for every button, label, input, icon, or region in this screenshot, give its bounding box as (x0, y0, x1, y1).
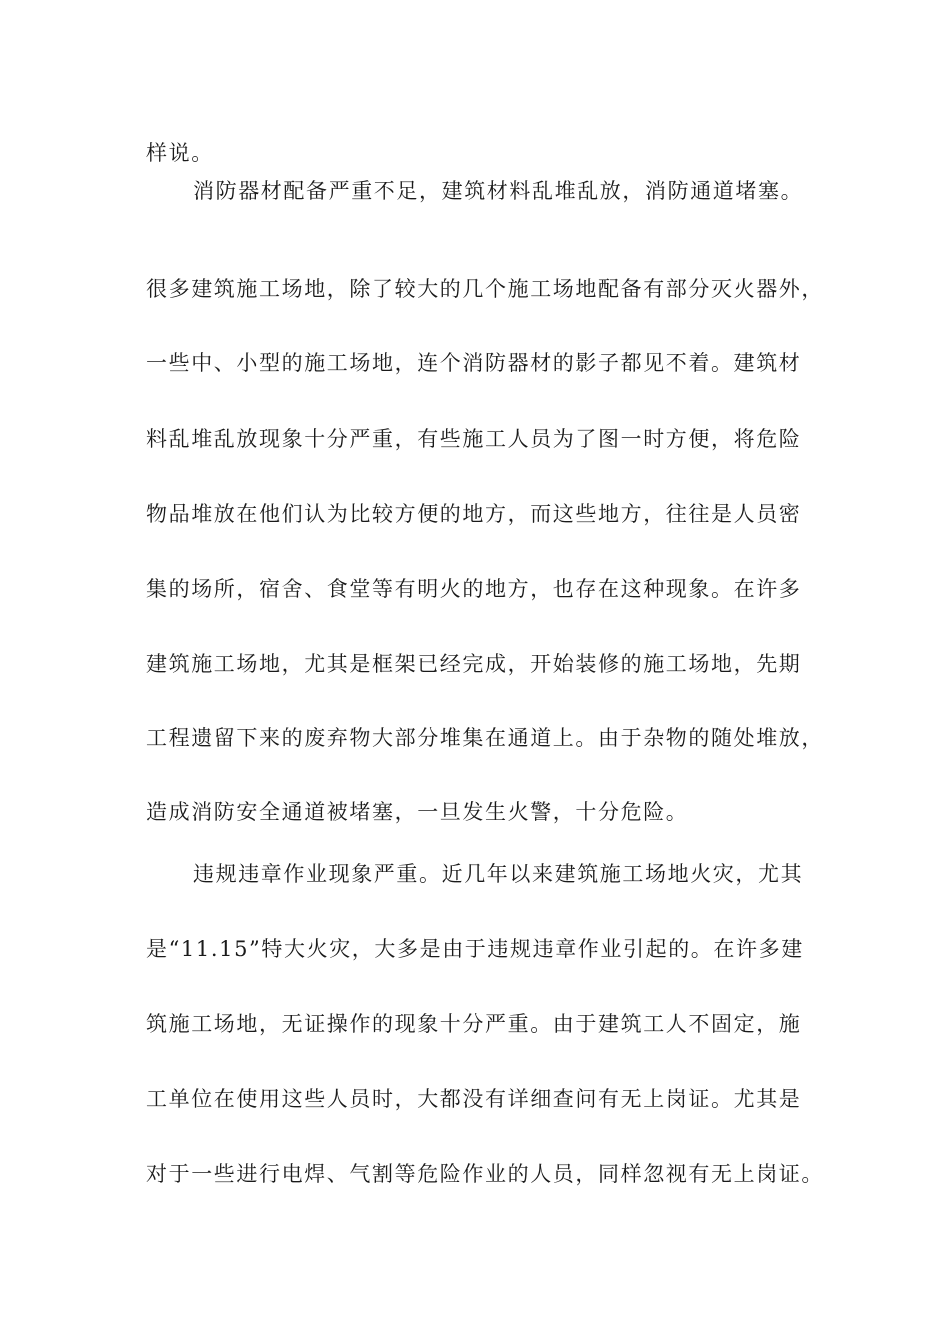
text-line: 工程遗留下来的废弃物大部分堆集在通道上。由于杂物的随处堆放， (146, 726, 824, 750)
paragraph-start-line: 违规违章作业现象严重。近几年以来建筑施工场地火灾，尤其 (193, 862, 804, 886)
text-line: 工单位在使用这些人员时，大都没有详细查问有无上岗证。尤其是 (146, 1087, 802, 1111)
text-line: 集的场所，宿舍、食堂等有明火的地方，也存在这种现象。在许多 (146, 577, 802, 601)
text-line: 是“11.15”特大火灾，大多是由于违规违章作业引起的。在许多建 (146, 937, 804, 961)
text-line: 筑施工场地，无证操作的现象十分严重。由于建筑工人不固定，施 (146, 1012, 802, 1036)
text-line: 料乱堆乱放现象十分严重，有些施工人员为了图一时方便，将危险 (146, 427, 802, 451)
text-line: 建筑施工场地，尤其是框架已经完成，开始装修的施工场地，先期 (146, 652, 802, 676)
text-line: 造成消防安全通道被堵塞，一旦发生火警，十分危险。 (146, 800, 689, 824)
text-line: 对于一些进行电焊、气割等危险作业的人员，同样忽视有无上岗证。 (146, 1162, 824, 1186)
text-line: 很多建筑施工场地，除了较大的几个施工场地配备有部分灭火器外， (146, 277, 824, 301)
paragraph-start-line: 消防器材配备严重不足，建筑材料乱堆乱放，消防通道堵塞。 (193, 179, 804, 203)
text-line: 一些中、小型的施工场地，连个消防器材的影子都见不着。建筑材 (146, 351, 802, 375)
text-line: 物品堆放在他们认为比较方便的地方，而这些地方，往往是人员密 (146, 502, 802, 526)
text-line: 样说。 (146, 141, 214, 165)
